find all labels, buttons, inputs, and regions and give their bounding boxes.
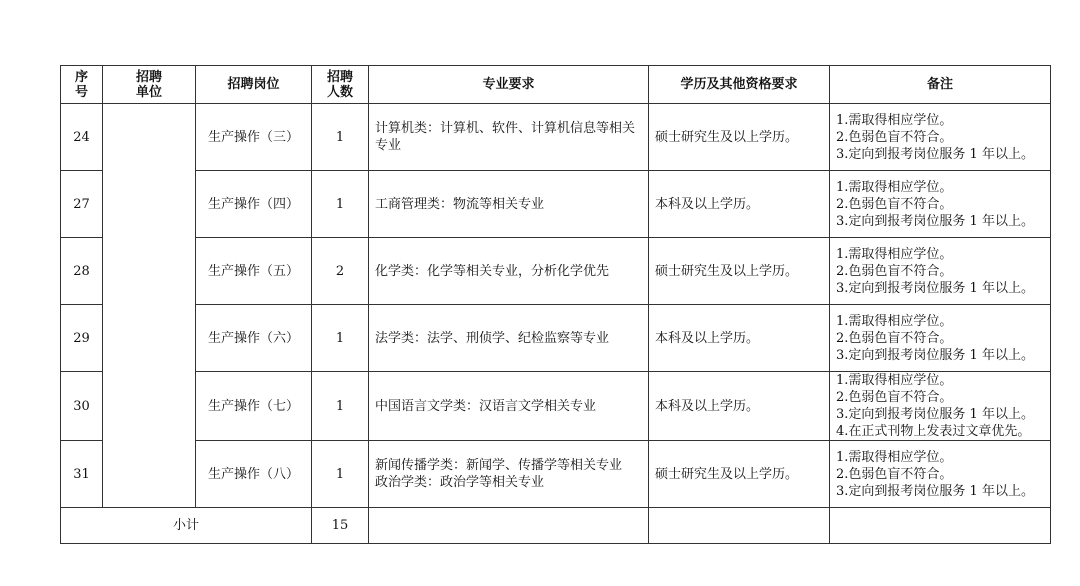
subtotal-education-empty	[649, 508, 830, 544]
header-education: 学历及其他资格要求	[649, 66, 830, 104]
remark-line: 2.色弱色盲不符合。	[836, 196, 953, 212]
remarks-cell	[830, 238, 1051, 305]
seq-cell: 28	[61, 238, 103, 305]
remark-line: 2.色弱色盲不符合。	[836, 263, 953, 279]
seq-cell: 29	[61, 305, 103, 372]
remarks-cell	[830, 171, 1051, 238]
education-cell: 本科及以上学历。	[649, 372, 830, 441]
remark-line: 2.色弱色盲不符合。	[836, 330, 953, 346]
major-cell	[369, 372, 649, 441]
remark-line: 2.色弱色盲不符合。	[836, 129, 953, 145]
count-cell: 1	[312, 372, 369, 441]
subtotal-label: 小计	[61, 508, 312, 544]
remarks-cell	[830, 104, 1051, 171]
major-cell	[369, 441, 649, 508]
seq-cell: 31	[61, 441, 103, 508]
subtotal-count: 15	[312, 508, 369, 544]
remark-line: 1.需取得相应学位。	[836, 313, 953, 329]
major-cell	[369, 305, 649, 372]
header-remarks: 备注	[830, 66, 1051, 104]
education-cell: 硕士研究生及以上学历。	[649, 441, 830, 508]
recruitment-table	[60, 65, 1051, 544]
count-cell: 1	[312, 305, 369, 372]
subtotal-remarks-empty	[830, 508, 1051, 544]
count-cell: 1	[312, 104, 369, 171]
remark-line: 3.定向到报考岗位服务 1 年以上。	[836, 213, 1034, 229]
remark-line: 3.定向到报考岗位服务 1 年以上。	[836, 146, 1034, 162]
position-cell: 生产操作（八）	[196, 441, 312, 508]
major-line: 计算机类：计算机、软件、计算机信息等相关专业	[375, 121, 636, 153]
remark-line: 2.色弱色盲不符合。	[836, 466, 953, 482]
table-row	[61, 441, 1051, 508]
remark-line: 3.定向到报考岗位服务 1 年以上。	[836, 280, 1034, 296]
table-row	[61, 171, 1051, 238]
remark-line: 1.需取得相应学位。	[836, 449, 953, 465]
header-seq: 序号	[61, 66, 103, 104]
count-cell: 1	[312, 441, 369, 508]
remarks-cell	[830, 305, 1051, 372]
major-cell	[369, 104, 649, 171]
major-line: 新闻传播学类：新闻学、传播学等相关专业	[375, 458, 623, 473]
remark-line: 1.需取得相应学位。	[836, 373, 953, 388]
subtotal-major-empty	[369, 508, 649, 544]
table-row	[61, 238, 1051, 305]
count-cell: 1	[312, 171, 369, 238]
subtotal-row	[61, 508, 1051, 544]
major-line: 工商管理类：物流等相关专业	[375, 196, 545, 212]
remark-line: 2.色弱色盲不符合。	[836, 390, 953, 405]
seq-cell: 24	[61, 104, 103, 171]
remark-line: 3.定向到报考岗位服务 1 年以上。	[836, 347, 1034, 363]
count-cell: 2	[312, 238, 369, 305]
position-cell: 生产操作（三）	[196, 104, 312, 171]
table-header	[61, 66, 1051, 104]
remarks-cell	[830, 372, 1051, 441]
remark-line: 1.需取得相应学位。	[836, 112, 953, 128]
major-line: 政治学类：政治学等相关专业	[375, 475, 545, 490]
position-cell: 生产操作（五）	[196, 238, 312, 305]
remarks-cell	[830, 441, 1051, 508]
education-cell: 本科及以上学历。	[649, 305, 830, 372]
remark-line: 3.定向到报考岗位服务 1 年以上。	[836, 407, 1034, 422]
header-unit: 招聘单位	[103, 66, 196, 104]
remark-line: 1.需取得相应学位。	[836, 179, 953, 195]
remark-line: 1.需取得相应学位。	[836, 246, 953, 262]
unit-cell	[103, 104, 196, 508]
position-cell: 生产操作（六）	[196, 305, 312, 372]
remark-line: 3.定向到报考岗位服务 1 年以上。	[836, 483, 1034, 499]
header-count: 招聘人数	[312, 66, 369, 104]
major-line: 中国语言文学类：汉语言文学相关专业	[375, 398, 597, 414]
major-line: 法学类：法学、刑侦学、纪检监察等专业	[375, 330, 610, 346]
position-cell: 生产操作（七）	[196, 372, 312, 441]
table-row	[61, 305, 1051, 372]
position-cell: 生产操作（四）	[196, 171, 312, 238]
seq-cell: 30	[61, 372, 103, 441]
education-cell: 硕士研究生及以上学历。	[649, 104, 830, 171]
table-row	[61, 104, 1051, 171]
education-cell: 硕士研究生及以上学历。	[649, 238, 830, 305]
major-cell	[369, 238, 649, 305]
major-line: 化学类：化学等相关专业，分析化学优先	[375, 263, 610, 279]
major-cell	[369, 171, 649, 238]
education-cell: 本科及以上学历。	[649, 171, 830, 238]
header-major: 专业要求	[369, 66, 649, 104]
header-position: 招聘岗位	[196, 66, 312, 104]
seq-cell: 27	[61, 171, 103, 238]
table-body	[61, 104, 1051, 544]
table-row	[61, 372, 1051, 441]
remark-line: 4.在正式刊物上发表过文章优先。	[836, 424, 1031, 439]
